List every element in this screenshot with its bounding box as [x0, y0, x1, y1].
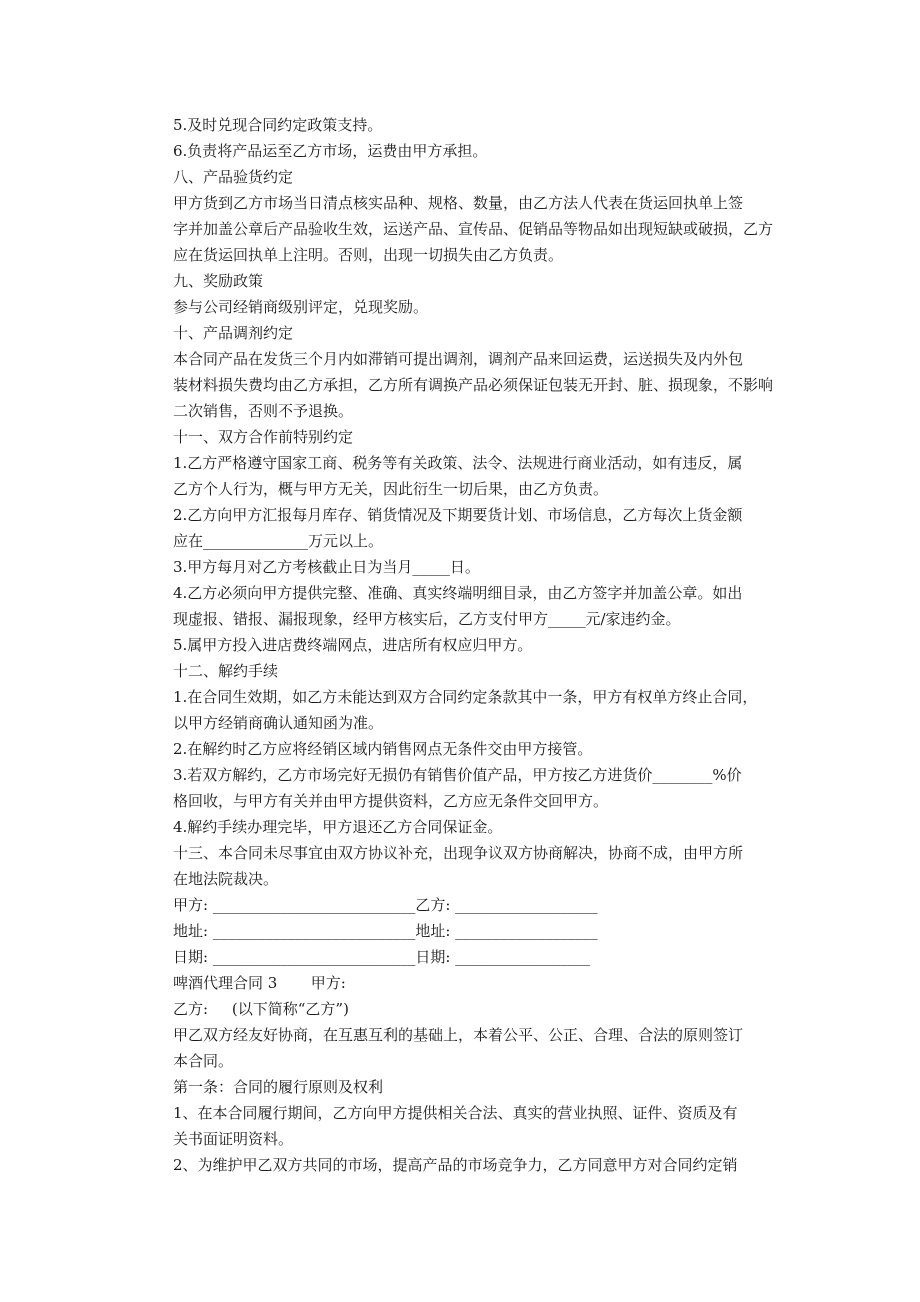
signature-line-address: 地址: ___________________________地址: ___________________ — [173, 922, 598, 940]
paragraph: 1、在本合同履行期间，乙方向甲方提供相关合法、真实的营业执照、证件、资质及有 关书面证明资料。 — [173, 1104, 738, 1148]
paragraph: 4.解约手续办理完毕，甲方退还乙方合同保证金。 — [173, 818, 503, 836]
section-heading: 十二、解约手续 — [173, 662, 279, 680]
paragraph: 1.乙方严格遵守国家工商、税务等有关政策、法令、法规进行商业活动，如有违反，属 乙方个人行为，概与甲方无关，因此衍生一切后果，由乙方负责。 — [173, 454, 743, 498]
paragraph: 1.在合同生效期，如乙方未能达到双方合同约定条款其中一条，甲方有权单方终止合同， 以甲方经销商确认通知函为准。 — [173, 688, 758, 732]
paragraph: 参与公司经销商级别评定，兑现奖励。 — [173, 298, 429, 316]
paragraph: 甲乙双方经友好协商，在互惠互利的基础上，本着公平、公正、合理、合法的原则签订 本合同。 — [173, 1026, 744, 1070]
paragraph: 6.负责将产品运至乙方市场，运费由甲方承担。 — [173, 142, 488, 160]
paragraph: 甲方货到乙方市场当日清点核实品种、规格、数量，由乙方法人代表在货运回执单上签 字并加盖公章后产品验收生效，运送产品、宣传品、促销品等物品如出现短缺或破损，乙方 应在货运回执单上注明。否则，出现一切损失由乙方负责。 — [173, 194, 774, 264]
section-heading: 八、产品验货约定 — [173, 168, 294, 186]
contract-title: 啤酒代理合同 3 甲方: — [173, 974, 346, 992]
paragraph: 十三、本合同未尽事宜由双方协议补充，出现争议双方协商解决，协商不成，由甲方所 在地法院裁决。 — [173, 844, 744, 888]
signature-line-date: 日期: ___________________________日期: __________________ — [173, 948, 591, 966]
paragraph: 2、为维护甲乙双方共同的市场，提高产品的市场竞争力，乙方同意甲方对合同约定销 — [173, 1156, 738, 1174]
paragraph: 2.乙方向甲方汇报每月库存、销货情况及下期要货计划、市场信息，乙方每次上货金额 应在______________万元以上。 — [173, 506, 743, 550]
signature-line-party: 甲方: ___________________________乙方: ___________________ — [173, 896, 598, 914]
section-heading: 十一、双方合作前特别约定 — [173, 428, 354, 446]
paragraph: 5.属甲方投入进店费终端网点，进店所有权应归甲方。 — [173, 636, 533, 654]
paragraph: 2.在解约时乙方应将经销区域内销售网点无条件交由甲方接管。 — [173, 740, 593, 758]
paragraph: 3.若双方解约，乙方市场完好无损仍有销售价值产品，甲方按乙方进货价________%价 格回收，与甲方有关并由甲方提供资料，乙方应无条件交回甲方。 — [173, 766, 742, 810]
paragraph: 本合同产品在发货三个月内如滞销可提出调剂，调剂产品来回运费，运送损失及内外包 装材料损失费均由乙方承担，乙方所有调换产品必须保证包装无开封、脏、损现象，不影响 二次销售，否则不予退换。 — [173, 350, 774, 420]
section-heading: 九、奖励政策 — [173, 272, 264, 290]
paragraph: 乙方: (以下简称“乙方”) — [173, 1000, 349, 1018]
section-heading: 第一条：合同的履行原则及权利 — [173, 1078, 384, 1096]
paragraph: 4.乙方必须向甲方提供完整、准确、真实终端明细目录，由乙方签字并加盖公章。如出 现虚报、错报、漏报现象，经甲方核实后，乙方支付甲方_____元/家违约金。 — [173, 584, 743, 628]
paragraph: 3.甲方每月对乙方考核截止日为当月_____日。 — [173, 558, 480, 576]
document-body — [142, 112, 782, 1178]
section-heading: 十、产品调剂约定 — [173, 324, 294, 342]
paragraph: 5.及时兑现合同约定政策支持。 — [173, 116, 383, 134]
